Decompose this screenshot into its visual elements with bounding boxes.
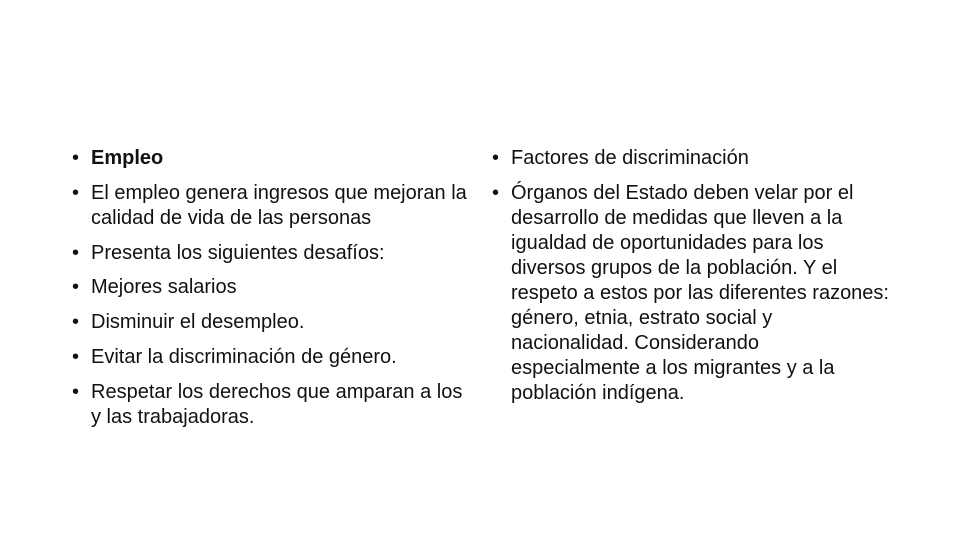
bullet-item-salarios (72, 275, 472, 300)
bullet-item-empleo (72, 146, 472, 171)
bullet-item-factores (492, 146, 892, 171)
bullet-item-desafios (72, 241, 472, 266)
bullet-dot: • (72, 311, 80, 334)
bullet-text: Factores de discriminación (511, 147, 749, 169)
bullet-item-discriminacion-genero (72, 345, 472, 370)
bullet-text: Evitar la discriminación de género. (91, 345, 397, 368)
bullet-dot: • (72, 147, 80, 169)
bullet-text: Presenta los siguientes desafíos: (91, 241, 385, 264)
bullet-text: Mejores salarios (91, 276, 237, 299)
bullet-text-heading: Empleo (91, 147, 164, 169)
bullet-item-desempleo (72, 310, 472, 335)
left-bullet-list (72, 146, 472, 440)
bullet-dot: • (72, 241, 80, 264)
bullet-text: Disminuir el desempleo. (91, 311, 305, 334)
bullet-dot: • (492, 147, 500, 169)
bullet-item-organos-estado (492, 181, 892, 406)
bullet-dot: • (72, 181, 80, 204)
bullet-dot: • (492, 181, 500, 204)
right-bullet-list (492, 146, 892, 416)
bullet-dot: • (72, 345, 80, 368)
bullet-dot: • (72, 276, 80, 299)
bullet-dot: • (72, 380, 80, 403)
bullet-text: Respetar los derechos que amparan a los y las trabajadoras. (91, 380, 463, 428)
bullet-item-ingresos (72, 181, 472, 231)
bullet-text: El empleo genera ingresos que mejoran la calidad de vida de las personas (91, 181, 467, 229)
bullet-text: Órganos del Estado deben velar por el desarrollo de medidas que lleven a la igualdad de oportunidades para los diversos grupos de la población. Y el respeto a estos por las diferentes razones: género, etnia, estrato social y nacionalidad. Considerando especialmente a los migrantes y a la población indígena. (511, 181, 889, 404)
bullet-item-derechos (72, 380, 472, 430)
